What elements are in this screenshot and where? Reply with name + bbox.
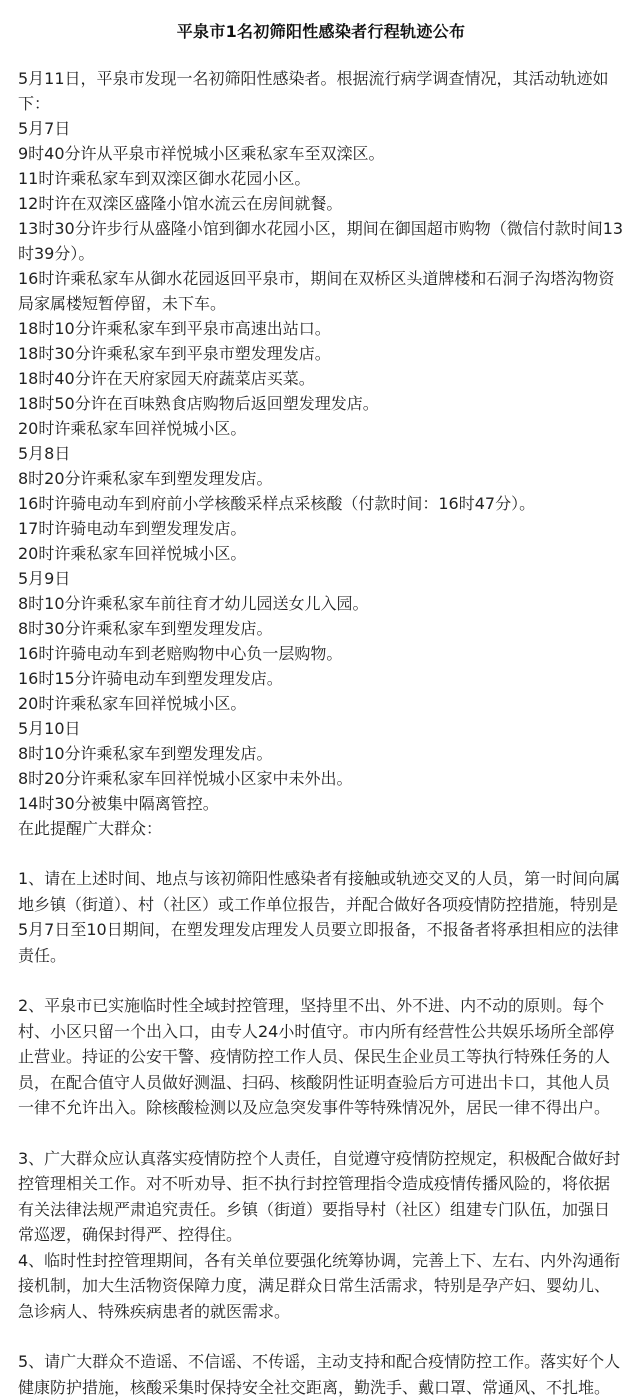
intro-text: 5月11日，平泉市发现一名初筛阳性感染者。根据流行病学调查情况，其活动轨迹如下： [18,69,609,113]
timeline-entry: 8时10分许乘私家车到塑发理发店。 [18,744,273,763]
timeline-entry: 20时许乘私家车回祥悦城小区。 [18,544,247,563]
timeline-entry: 16时许乘私家车从御水花园返回平泉市，期间在双桥区头道牌楼和石洞子沟塔沟物资局家属楼短暂停留，未下车。 [18,269,615,313]
timeline-entry: 16时15分许骑电动车到塑发理发店。 [18,669,283,688]
notice-paragraph-4: 4、临时性封控管理期间，各有关单位要强化统筹协调，完善上下、左右、内外沟通衔接机制，加大生活物资保障力度，满足群众日常生活需求，特别是孕产妇、婴幼儿、急诊病人、特殊疾病患者的就医需求。 [18,1250,621,1321]
notice-paragraph-3: 3、广大群众应认真落实疫情防控个人责任，自觉遵守疫情防控规定，积极配合做好封控管理相关工作。对不听劝导、拒不执行封控管理指令造成疫情传播风险的，将依据有关法律法规严肃追究责任。乡镇（街道）要指导村（社区）组建专门队伍，加强日常巡逻，确保封得严、控得住。 [18,1148,621,1244]
notice-paragraph-5: 5、请广大群众不造谣、不信谣、不传谣，主动支持和配合疫情防控工作。落实好个人健康防护措施，核酸采集时保持安全社交距离，勤洗手、戴口罩、常通风、不扎堆。 [18,1352,621,1397]
timeline-entry: 12时许在双滦区盛隆小馆水流云在房间就餐。 [18,194,343,213]
timeline-date: 5月10日 [18,719,81,738]
timeline-entry: 18时40分许在天府家园天府蔬菜店买菜。 [18,369,315,388]
timeline-entry: 20时许乘私家车回祥悦城小区。 [18,694,247,713]
reminder-heading: 在此提醒广大群众： [18,819,163,838]
timeline-entry: 18时30分许乘私家车到平泉市塑发理发店。 [18,344,331,363]
timeline-entry: 14时30分被集中隔离管控。 [18,794,219,813]
timeline-entry: 8时10分许乘私家车前往育才幼儿园送女儿入园。 [18,594,369,613]
timeline-entry: 9时40分许从平泉市祥悦城小区乘私家车至双滦区。 [18,144,385,163]
timeline-entry: 17时许骑电动车到塑发理发店。 [18,519,247,538]
timeline-entry: 8时20分许乘私家车回祥悦城小区家中未外出。 [18,769,353,788]
timeline-date: 5月7日 [18,119,71,138]
notice-paragraph-1: 1、请在上述时间、地点与该初筛阳性感染者有接触或轨迹交叉的人员，第一时间向属地乡镇（街道）、村（社区）或工作单位报告，并配合做好各项疫情防控措施，特别是5月7日至10日期间，在塑发理发店理发人员要立即报备，不报备者将承担相应的法律责任。 [18,869,621,965]
timeline-date: 5月9日 [18,569,71,588]
timeline-entry: 20时许乘私家车回祥悦城小区。 [18,419,247,438]
timeline [18,116,624,841]
timeline-entry: 16时许骑电动车到府前小学核酸采样点采核酸（付款时间：16时47分）。 [18,494,536,513]
timeline-entry: 18时10分许乘私家车到平泉市高速出站口。 [18,319,331,338]
notice-paragraph-2: 2、平泉市已实施临时性全域封控管理，坚持里不出、外不进、内不动的原则。每个村、小区只留一个出入口，由专人24小时值守。市内所有经营性公共娱乐场所全部停止营业。持证的公安干警、疫情防控工作人员、保民生企业员工等执行特殊任务的人员，在配合值守人员做好测温、扫码、核酸阴性证明查验后方可进出卡口，其他人员一律不允许出入。除核酸检测以及应急突发事件等特殊情况外，居民一律不得出户。 [18,996,615,1117]
timeline-entry: 11时许乘私家车到双滦区御水花园小区。 [18,169,311,188]
timeline-entry: 8时30分许乘私家车到塑发理发店。 [18,619,273,638]
article-title: 平泉市1名初筛阳性感染者行程轨迹公布 [176,22,466,41]
timeline-date: 5月8日 [18,444,71,463]
timeline-entry: 18时50分许在百味熟食店购物后返回塑发理发店。 [18,394,379,413]
timeline-entry: 8时20分许乘私家车到塑发理发店。 [18,469,273,488]
timeline-entry: 16时许骑电动车到老赔购物中心负一层购物。 [18,644,343,663]
timeline-entry: 13时30分许步行从盛隆小馆到御水花园小区，期间在御国超市购物（微信付款时间13时39分）。 [18,219,624,263]
